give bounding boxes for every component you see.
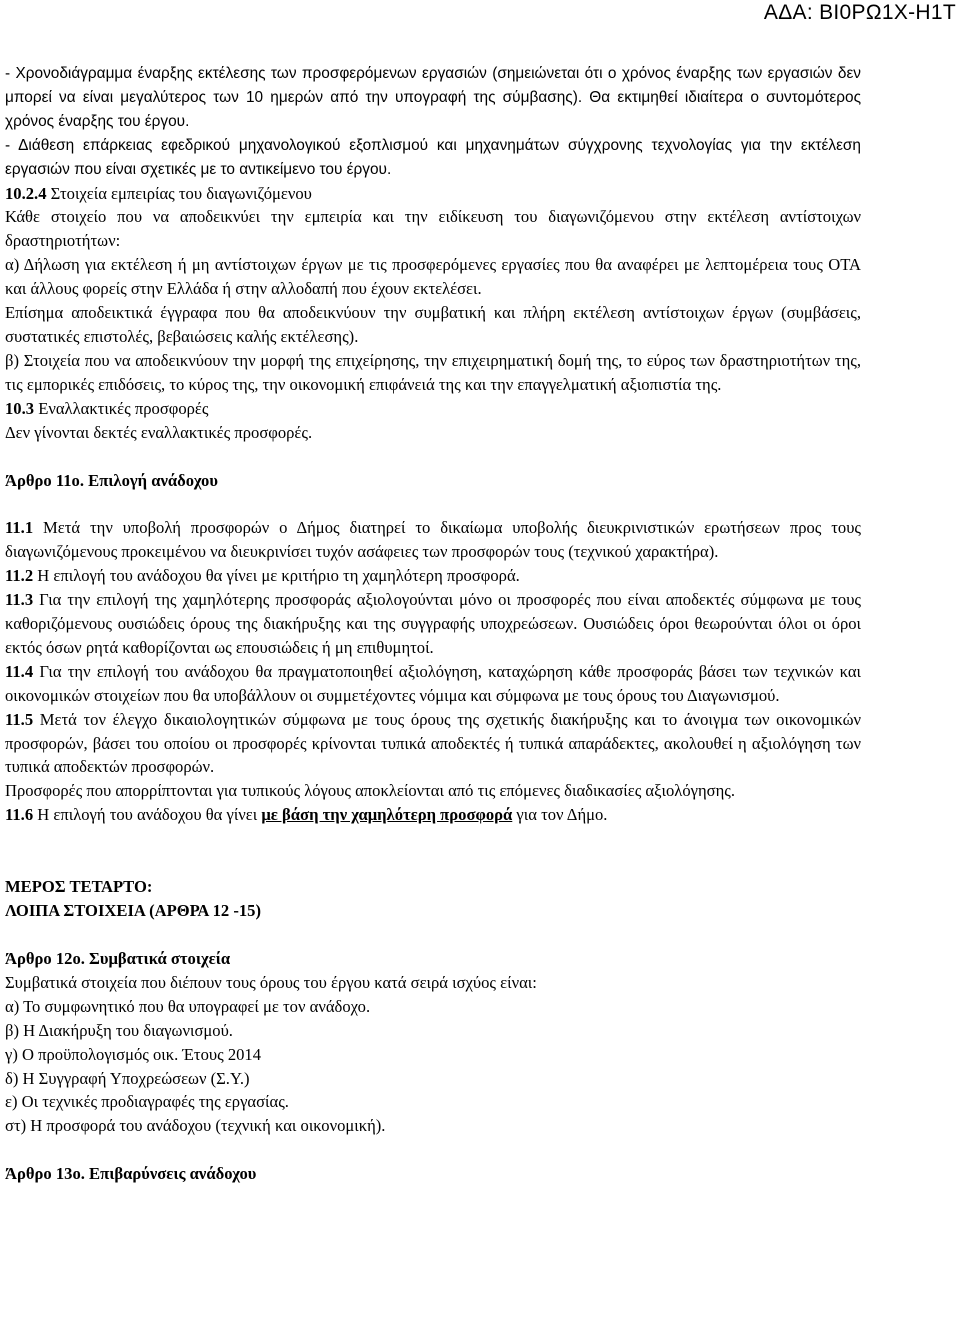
paragraph-schedule: - Χρονοδιάγραμμα έναρξης εκτέλεσης των προσφερόμενων εργασιών (σημειώνεται ότι ο χρόνος έναρξης των εργασιών δεν μπορεί να είναι μεγαλύτερος των 10 ημερών από την υπογραφή της σύμβασης). Θα εκτιμηθεί ιδιαίτερα ο συντομότερος χρόνος έναρξης του έργου. <box>5 65 861 130</box>
section-text: Η επιλογή του ανάδοχου θα γίνει με κριτήριο τη χαμηλότερη προσφορά. <box>33 566 520 586</box>
article-12-heading <box>5 947 861 971</box>
article-12-heading-text: Άρθρο 12ο. Συμβατικά στοιχεία <box>5 949 231 968</box>
section-number: 10.3 <box>5 398 35 418</box>
list-item: ε) Οι τεχνικές προδιαγραφές της εργασίας. <box>5 1092 289 1112</box>
document-body <box>5 62 861 1186</box>
part-four-subtitle: ΛΟΙΠΑ ΣΤΟΙΧΕΙΑ (ΑΡΘΡΑ 12 -15) <box>5 901 261 921</box>
section-number: 11.3 <box>5 590 34 610</box>
emphasis-lowest-offer: με βάση την χαμηλότερη προσφορά <box>261 805 513 825</box>
section-title: Εναλλακτικές προσφορές <box>34 398 209 418</box>
ada-code: ΑΔΑ: ΒΙ0ΡΩ1Χ-Η1Τ <box>763 1 956 24</box>
paragraph-equipment: - Διάθεση επάρκειας εφεδρικού μηχανολογικού εξοπλισμού και μηχανημάτων σύγχρονης τεχνολογίας για την εκτέλεση εργασιών που είναι σχετικές με το αντικείμενο του έργου. <box>5 136 861 178</box>
article-13-heading: Άρθρο 13ο. Επιβαρύνσεις ανάδοχου <box>5 1164 257 1184</box>
section-number: 11.4 <box>5 661 34 681</box>
paragraph-contract-elements: Συμβατικά στοιχεία που διέπουν τους όρους του έργου κατά σειρά ισχύος είναι: <box>5 972 537 992</box>
section-11-4 <box>5 660 861 708</box>
list-item: στ) Η προσφορά του ανάδοχου (τεχνική και οικονομική). <box>5 1116 386 1136</box>
section-title: Στοιχεία εμπειρίας του διαγωνιζόμενου <box>46 183 312 203</box>
list-item: γ) Ο προϋπολογισμός οικ. Έτους 2014 <box>5 1044 262 1064</box>
section-number: 10.2.4 <box>5 183 47 203</box>
part-four-title: ΜΕΡΟΣ ΤΕΤΑΡΤΟ: <box>5 877 153 897</box>
section-11-6 <box>5 803 861 827</box>
section-number: 11.5 <box>5 709 34 729</box>
section-text-end: για τον Δήμο. <box>512 805 608 825</box>
section-number: 11.6 <box>5 805 34 825</box>
paragraph-beta: β) Στοιχεία που να αποδεικνύουν την μορφή της επιχείρησης, την επιχειρηματική δομή της, το εύρος των δραστηριοτήτων της, τις εμπορικές επιδόσεις, το κύρος της, την οικονομική επιφάνειά της και την επαγγελματική αξιοπιστία της. <box>5 350 861 394</box>
paragraph-experience: Κάθε στοιχείο που να αποδεικνύει την εμπειρία και την ειδίκευση του διαγωνιζόμενου στην εκτέλεση αντίστοιχων δραστηριοτήτων: <box>5 207 861 251</box>
section-text: Η επιλογή του ανάδοχου θα γίνει <box>33 805 262 825</box>
section-text: Μετά την υποβολή προσφορών ο Δήμος διατηρεί το δικαίωμα υποβολής διευκρινιστικών ερωτήσεων προς τους διαγωνιζόμενους προκειμένου να διευκρινίσει τυχόν ασάφειες των προσφορών τους (τεχνικού χαρακτήρα). <box>5 518 861 562</box>
section-text: Μετά τον έλεγχο δικαιολογητικών σύμφωνα με τους όρους της σχετικής διακήρυξης και το άνοιγμα των οικονομικών προσφορών, βάσει του οποίου οι προσφορές κρίνονται τυπικά αποδεκτές ή τυπικά απαράδεκτες, ακολουθεί η αξιολόγηση των τυπικά αποδεκτών προσφορών. <box>5 709 861 777</box>
section-10-3 <box>5 397 861 421</box>
list-item: β) Η Διακήρυξη του διαγωνισμού. <box>5 1020 233 1040</box>
paragraph-no-alternatives: Δεν γίνονται δεκτές εναλλακτικές προσφορές. <box>5 422 313 442</box>
list-item: α) Το συμφωνητικό που θα υπογραφεί με τον ανάδοχο. <box>5 996 371 1016</box>
section-text: Για την επιλογή της χαμηλότερης προσφοράς αξιολογούνται μόνο οι προσφορές που είναι αποδεκτές σύμφωνα με τους καθοριζόμενους ουσιώδεις όρους της διακήρυξης και της συγγραφής υποχρεώσεων. Ουσιώδεις όροι θεωρούνται όλοι οι όροι εκτός όσων ρητά καθορίζονται ως επουσιώδεις ή μη επιθυμητοί. <box>5 590 861 657</box>
section-number: 11.1 <box>5 518 34 538</box>
section-11-1 <box>5 516 861 564</box>
paragraph-alpha: α) Δήλωση για εκτέλεση ή μη αντίστοιχων έργων με τις προσφερόμενες εργασίες που θα αναφέρει με λεπτομέρεια τους ΟΤΑ και άλλους φορείς στην Ελλάδα ή στην αλλοδαπή που έχουν εκτελέσει. <box>5 255 861 299</box>
section-11-5 <box>5 708 861 780</box>
list-item: δ) Η Συγγραφή Υποχρεώσεων (Σ.Υ.) <box>5 1068 250 1088</box>
section-10-2-4 <box>5 182 861 206</box>
section-11-2 <box>5 564 861 588</box>
section-text: Για την επιλογή του ανάδοχου θα πραγματοποιηθεί αξιολόγηση, καταχώρηση κάθε προσφοράς βάσει των τεχνικών και οικονομικών στοιχείων που θα υποβάλλουν οι συμμετέχοντες νόμιμα και σύμφωνα με τους όρους του Διαγωνισμού. <box>5 661 861 705</box>
article-11-heading: Άρθρο 11ο. Επιλογή ανάδοχου <box>5 470 218 490</box>
paragraph-official-docs: Επίσημα αποδεικτικά έγγραφα που θα αποδεικνύουν την συμβατική και πλήρη εκτέλεση αντίστοιχων έργων (συμβάσεις, συστατικές επιστολές, βεβαιώσεις καλής εκτέλεσης). <box>5 303 861 346</box>
paragraph-rejected: Προσφορές που απορρίπτονται για τυπικούς λόγους αποκλείονται από τις επόμενες διαδικασίες αξιολόγησης. <box>5 781 735 801</box>
section-11-3 <box>5 588 861 660</box>
section-number: 11.2 <box>5 566 34 586</box>
